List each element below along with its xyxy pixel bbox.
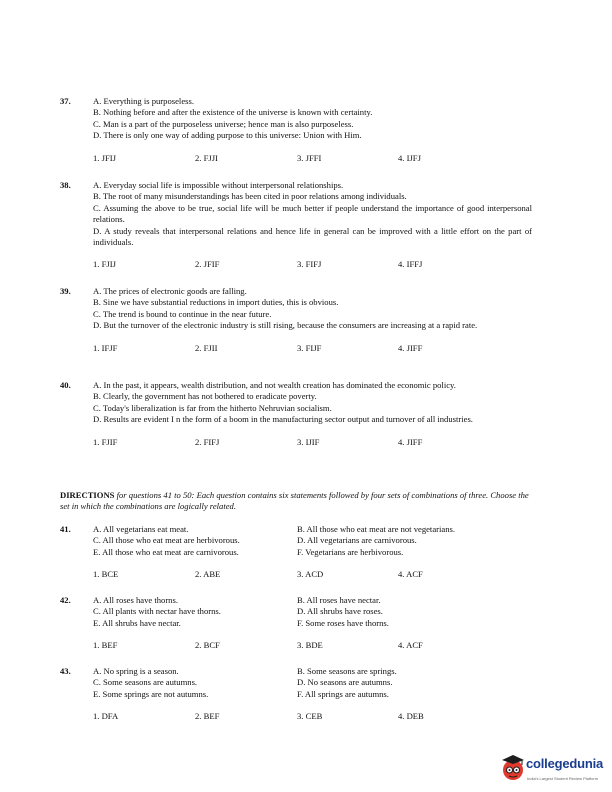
option-3[interactable]: 3. ACD (297, 569, 324, 579)
question-number: 39. (60, 286, 71, 296)
option-2[interactable]: 2. JFIF (195, 259, 220, 270)
option-3[interactable]: 3. FIJF (297, 342, 322, 353)
option-2[interactable]: 2. ABE (195, 569, 221, 579)
statement-a: A. Everyday social life is impossible without interpersonal relationships. (93, 180, 344, 190)
question-number: 38. (60, 180, 71, 190)
statement-a: A. In the past, it appears, wealth distribution, and not wealth creation has dominated the economic policy. (93, 380, 456, 390)
answer-options (60, 437, 532, 449)
statement-column-left (93, 595, 303, 629)
statement-b: B. Nothing before and after the existence of the universe is known with certainty. (93, 107, 373, 118)
option-1[interactable]: 1. JFIJ (93, 152, 116, 163)
option-1[interactable]: 1. BCE (93, 569, 119, 579)
option-1[interactable]: 1. FJIJ (93, 259, 116, 270)
option-1[interactable]: 1. IFJF (93, 342, 118, 353)
option-2[interactable]: 2. FJJI (195, 152, 218, 163)
logo-wordmark: collegedunia (526, 756, 604, 771)
option-3[interactable]: 3. BDE (297, 640, 323, 650)
statement-c: C. All those who eat meat are herbivorous. (93, 535, 240, 546)
option-1[interactable]: 1. DFA (93, 711, 119, 721)
option-3[interactable]: 3. CEB (297, 711, 323, 721)
question-41 (60, 524, 532, 581)
question-42 (60, 595, 532, 652)
statement-column-right (297, 666, 507, 700)
statement-grid (93, 666, 532, 700)
directions-paragraph (60, 490, 532, 513)
statement-column-left (93, 666, 303, 700)
option-2[interactable]: 2. FJII (195, 342, 218, 353)
directions-text: for questions 41 to 50: Each question contains six statements followed by four sets of combinations of three. Choose the set in which the combinations are logically related. (60, 490, 529, 512)
question-39 (60, 286, 532, 355)
question-43 (60, 666, 532, 723)
option-4[interactable]: 4. ACF (398, 569, 423, 579)
statement-column-left (93, 524, 303, 558)
statement-d: D. All shrubs have roses. (297, 606, 383, 617)
statement-c: C. Assuming the above to be true, social life will be much better if people understand the importance of good interpersonal relations. (93, 202, 532, 225)
question-number: 43. (60, 666, 71, 676)
logo-tagline: India's Largest Student Review Platform (527, 776, 599, 781)
statement-b: B. All roses have nectar. (297, 595, 381, 605)
option-2[interactable]: 2. FIFJ (195, 436, 220, 447)
statement-a: A. Everything is purposeless. (93, 96, 194, 106)
statement-a: A. All vegetarians eat meat. (93, 524, 189, 534)
option-4[interactable]: 4. JIFF (398, 342, 423, 353)
statement-d: D. A study reveals that interpersonal relations and hence life in general can be improved with a little effort on the part of individuals. (93, 225, 532, 248)
option-1[interactable]: 1. BEF (93, 640, 118, 650)
statement-b: B. Sine we have substantial reductions in import duties, this is obvious. (93, 297, 339, 308)
answer-options (60, 259, 532, 271)
question-38 (60, 180, 532, 271)
graduate-mascot-icon (500, 752, 526, 782)
statement-d: D. All vegetarians are carnivorous. (297, 535, 417, 546)
statement-f: F. All springs are autumns. (297, 688, 389, 699)
answer-options (60, 640, 532, 652)
statement-d: D. No seasons are autumns. (297, 677, 393, 688)
statement-grid (93, 595, 532, 629)
statement-f: F. Some roses have thorns. (297, 617, 389, 628)
statement-c: C. The trend is bound to continue in the near future. (93, 308, 272, 319)
answer-options (60, 153, 532, 165)
answer-options (60, 569, 532, 581)
option-4[interactable]: 4. IFFJ (398, 259, 423, 270)
statement-d: D. Results are evident I n the form of a boom in the manufacturing sector output and turnover of all industries. (93, 414, 473, 425)
answer-options (60, 343, 532, 355)
statement-e: E. Some springs are not autumns. (93, 688, 209, 699)
question-number: 42. (60, 595, 71, 605)
answer-options (60, 711, 532, 723)
option-4[interactable]: 4. DEB (398, 711, 424, 721)
option-2[interactable]: 2. BCF (195, 640, 220, 650)
statement-a: A. No spring is a season. (93, 666, 179, 676)
statement-b: B. The root of many misunderstandings has been cited in poor relations among individuals. (93, 191, 407, 202)
option-3[interactable]: 3. JFFI (297, 152, 322, 163)
statement-d: D. But the turnover of the electronic industry is still rising, because the consumers are increasing at a rapid rate. (93, 320, 478, 331)
question-40 (60, 380, 532, 449)
option-4[interactable]: 4. ACF (398, 640, 423, 650)
statement-column-right (297, 524, 507, 558)
statement-b: B. All those who eat meat are not vegetarians. (297, 524, 455, 534)
statement-b: B. Clearly, the government has not bothered to eradicate poverty. (93, 391, 317, 402)
statement-c: C. Some seasons are autumns. (93, 677, 198, 688)
statement-c: C. Today's liberalization is far from the hitherto Nehruvian socialism. (93, 402, 332, 413)
statement-column-right (297, 595, 507, 629)
option-2[interactable]: 2. BEF (195, 711, 220, 721)
option-1[interactable]: 1. FJIF (93, 436, 118, 447)
option-4[interactable]: 4. JIFF (398, 436, 423, 447)
collegedunia-logo[interactable] (500, 752, 608, 786)
statement-e: E. All those who eat meat are carnivorous. (93, 546, 239, 557)
statement-d: D. There is only one way of adding purpose to this universe: Union with Him. (93, 130, 362, 141)
statement-a: A. All roses have thorns. (93, 595, 178, 605)
question-number: 41. (60, 524, 71, 534)
question-37 (60, 96, 532, 165)
directions-label: DIRECTIONS (60, 490, 115, 500)
statement-grid (93, 524, 532, 558)
statement-e: E. All shrubs have nectar. (93, 617, 181, 628)
option-3[interactable]: 3. IJIF (297, 436, 320, 447)
statement-a: A. The prices of electronic goods are falling. (93, 286, 247, 296)
statement-b: B. Some seasons are springs. (297, 666, 397, 676)
question-number: 40. (60, 380, 71, 390)
question-number: 37. (60, 96, 71, 106)
statement-f: F. Vegetarians are herbivorous. (297, 546, 404, 557)
option-3[interactable]: 3. FIFJ (297, 259, 322, 270)
statement-c: C. Man is a part of the purposeless universe; hence man is also purposeless. (93, 118, 354, 129)
statement-c: C. All plants with nectar have thorns. (93, 606, 221, 617)
option-4[interactable]: 4. IJFJ (398, 152, 421, 163)
